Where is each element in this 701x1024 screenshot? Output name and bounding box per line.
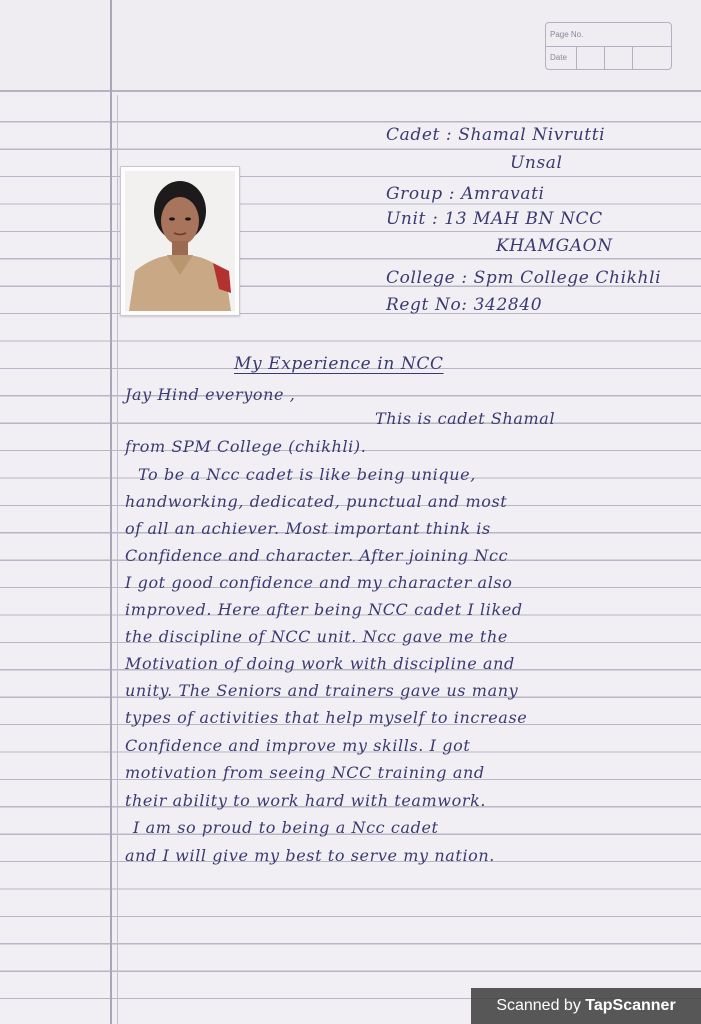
date-cell-divider	[576, 46, 577, 69]
essay-line: improved. Here after being NCC cadet I liked	[125, 600, 523, 619]
essay-line: their ability to work hard with teamwork.	[125, 791, 487, 810]
watermark-prefix: Scanned by	[496, 997, 586, 1014]
essay-line: This is cadet Shamal	[375, 409, 556, 428]
essay-line: and I will give my best to serve my nation.	[125, 846, 495, 865]
page-number-box	[545, 22, 672, 70]
top-rule-line	[0, 90, 701, 92]
essay-line: Jay Hind everyone ,	[125, 385, 296, 404]
college-line: College : Spm College Chikhli	[386, 268, 662, 288]
page-no-label: Page No.	[550, 30, 584, 39]
essay-line: handworking, dedicated, punctual and most	[125, 492, 508, 511]
cadet-name-line-2: Unsal	[510, 153, 563, 173]
cadet-name-line: Cadet : Shamal Nivrutti	[386, 125, 606, 145]
group-line: Group : Amravati	[386, 184, 545, 204]
date-label: Date	[550, 53, 567, 62]
date-row	[546, 46, 671, 69]
watermark-brand: TapScanner	[585, 997, 676, 1014]
essay-title: My Experience in NCC	[234, 354, 444, 374]
essay-line: from SPM College (chikhli).	[125, 437, 367, 456]
unit-line-2: KHAMGAON	[496, 236, 613, 256]
cadet-portrait	[125, 171, 235, 311]
essay-line: types of activities that help myself to increase	[125, 708, 528, 727]
scanner-watermark	[471, 988, 701, 1024]
date-cell-divider	[604, 46, 605, 69]
cadet-photo	[120, 166, 240, 316]
essay-line: the discipline of NCC unit. Ncc gave me the	[125, 627, 508, 646]
regt-no-line: Regt No: 342840	[386, 295, 543, 315]
margin-line	[110, 0, 112, 1024]
page-no-row	[546, 23, 671, 47]
essay-line: I am so proud to being a Ncc cadet	[133, 818, 439, 837]
essay-line: Confidence and improve my skills. I got	[125, 736, 471, 755]
date-cell-divider	[632, 46, 633, 69]
portrait-illustration	[125, 171, 235, 311]
essay-line: I got good confidence and my character also	[125, 573, 513, 592]
essay-line: unity. The Seniors and trainers gave us many	[125, 681, 519, 700]
essay-line: To be a Ncc cadet is like being unique,	[138, 465, 476, 484]
essay-line: motivation from seeing NCC training and	[125, 763, 485, 782]
essay-line: of all an achiever. Most important think is	[125, 519, 491, 538]
essay-line: Confidence and character. After joining Ncc	[125, 546, 509, 565]
margin-line-inner	[117, 95, 118, 1024]
unit-line: Unit : 13 MAH BN NCC	[386, 209, 603, 229]
essay-line: Motivation of doing work with discipline and	[125, 654, 515, 673]
